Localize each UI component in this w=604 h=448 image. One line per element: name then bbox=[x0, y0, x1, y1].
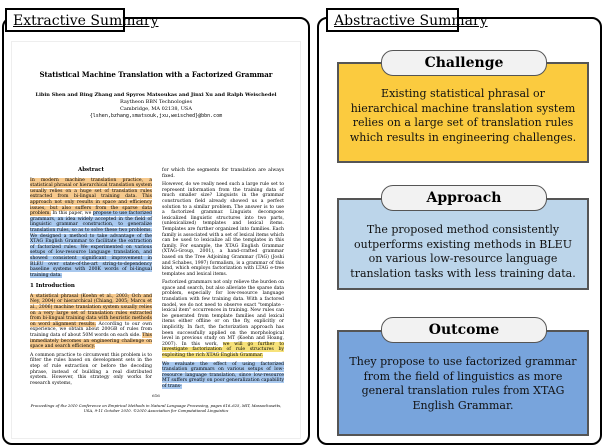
approach-text: The proposed method consistently outperforms existing methods in BLEU on various low-resource language translation tasks with less training data. bbox=[350, 223, 576, 280]
approach-label: Approach bbox=[381, 185, 547, 211]
highlight-challenge: In modern machine translation practice, a statistical phrasal or hierarchical translation system usually relies on a huge set of translation rules extracted from bi-lingual training data. This approach not only results in space and efficiency issues, but also suffers from the sparse data problem. bbox=[30, 177, 153, 217]
extractive-summary-panel bbox=[2, 17, 310, 445]
intro-heading: 1 Introduction bbox=[30, 283, 75, 290]
extractive-summary-title: Extractive Summary bbox=[5, 8, 125, 32]
right-para-4 bbox=[162, 362, 284, 390]
highlight-approach-2: We evaluate the effect of using factorized translation grammars on various setups of low-resource language translation, since low-resource MT suffers greatly on poor generalization capability of trans- bbox=[162, 361, 284, 389]
highlight-outcome: we will go further to investigate factorization of rule structures by exploiting the rich XTAG English Grammar. bbox=[162, 341, 284, 358]
highlight-approach: propose to use factorized grammars, an idea widely accepted in the field of linguistic grammar construction, to generalize translation rules, so as to solve these two problems. We designed a method to take advantage of the XTAG English Grammar to facilitate the extraction of factorized rules. We experimented on various setups of low-resource language translation, and showed consistent significant improvement in BLEU over state-of-the-art string-to-dependency baseline systems with 200K words of bi-lingual training data. bbox=[30, 211, 152, 278]
abstractive-summary-title: Abstractive Summary bbox=[326, 8, 459, 32]
abstract-plain: In this paper, we bbox=[52, 211, 92, 217]
paper-authors-block bbox=[12, 92, 300, 120]
paper-page bbox=[12, 42, 300, 438]
abstract-heading: Abstract bbox=[77, 167, 105, 173]
intro-text bbox=[30, 294, 152, 350]
challenge-card bbox=[337, 62, 589, 163]
outcome-label: Outcome bbox=[381, 317, 547, 343]
intro-plain: According to our own experience, we obtain about 200GB of rules from training data of about 50M words on each side. bbox=[30, 321, 152, 339]
paper-address: Cambridge, MA 02138, USA bbox=[120, 106, 192, 112]
challenge-label: Challenge bbox=[381, 50, 547, 76]
right-para-2: However, do we really need such a large rule set to represent information from the training data of much smaller size? Linguists in the grammar construction field already showed us a perfect solution to a similar problem. The answer is to use a factorized grammar. Linguists decompose lexicalized linguistic structures into two parts, (unlexicalized) templates and lexical items. Templates are further organized into families. Each family is associated with a set of lexical items which can be used to lexicalize all the templates in this family. For example, the XTAG English Grammar (XTAG-Group, 2001), a hand-crafted grammar based on the Tree Adjoining Grammar (TAG) (Joshi and Schabes, 1997) formalism, is a grammar of this kind, which employs factorization with LTAG e-tree templates and lexical items. bbox=[162, 182, 284, 277]
highlight-intro-challenge: A statistical phrasal (Koehn et al., 2003; Och and Ney, 2004) or hierarchical (Chiang, 2005; Marcu et al., 2006) machine translation system usually relies on a very large set of translation rules extracted from bi-lingual training data with heuristic methods on word alignment results. bbox=[30, 293, 152, 327]
challenge-text: Existing statistical phrasal or hierarchical machine translation system relies on a large set of translation rules which results in engineering challenges. bbox=[349, 87, 577, 144]
highlight-intro-challenge-2: This immediately becomes an engineering challenge on space and search efficiency. bbox=[30, 333, 152, 350]
outcome-card bbox=[337, 330, 589, 436]
abstract-text bbox=[30, 178, 152, 279]
page-number: 616 bbox=[152, 393, 160, 398]
right-para-1: for which the segments for translation are always fixed. bbox=[162, 168, 284, 179]
paper-column-right bbox=[162, 168, 284, 393]
paper-column-left bbox=[30, 168, 152, 389]
paper-emails: {lshen,bzhang,smatsouk,jxu,weisched}@bbn.com bbox=[89, 113, 223, 119]
right-para-3 bbox=[162, 280, 284, 358]
paper-authors: Libin Shen and Bing Zhang and Spyros Matsoukas and Jinxi Xu and Ralph Weischedel bbox=[35, 92, 277, 98]
approach-card bbox=[337, 198, 589, 290]
intro-text-2: A common practice to circumvent this problem is to filter the rules based on development sets in the step of rule extraction or before the decoding phrase, instead of building a real distributed system. However, this strategy only works for research systems, bbox=[30, 352, 152, 386]
paper-title: Statistical Machine Translation with a Factorized Grammar bbox=[39, 70, 273, 79]
paper-affiliation: Raytheon BBN Technologies bbox=[119, 99, 193, 105]
right-para-3-plain: Factorized grammars not only relieve the burden on space and search, but also alleviate the sparse data problem, especially for low-resource language translation with few training data. With a factored model, we do not need to observe exact "template - lexical item" occurrences in training. New rules can be generated from template families and lexical items either offline or on the fly, explicitly or implicitly. In fact, the factorization approach has been successfully applied on the morphological level in previous study on MT (Koehn and Hoang, 2007). In this work, bbox=[162, 280, 284, 347]
outcome-text: They propose to use factorized grammar from the field of linguistics as more general translation rules from XTAG English Grammar. bbox=[349, 355, 577, 412]
paper-footer: Proceedings of the 2010 Conference on Empirical Methods in Natural Language Processing, pages 616–625, MIT, Massachusetts, USA, 9-11 October 2010. ©2010 Association for Computational Linguistics bbox=[30, 403, 282, 413]
